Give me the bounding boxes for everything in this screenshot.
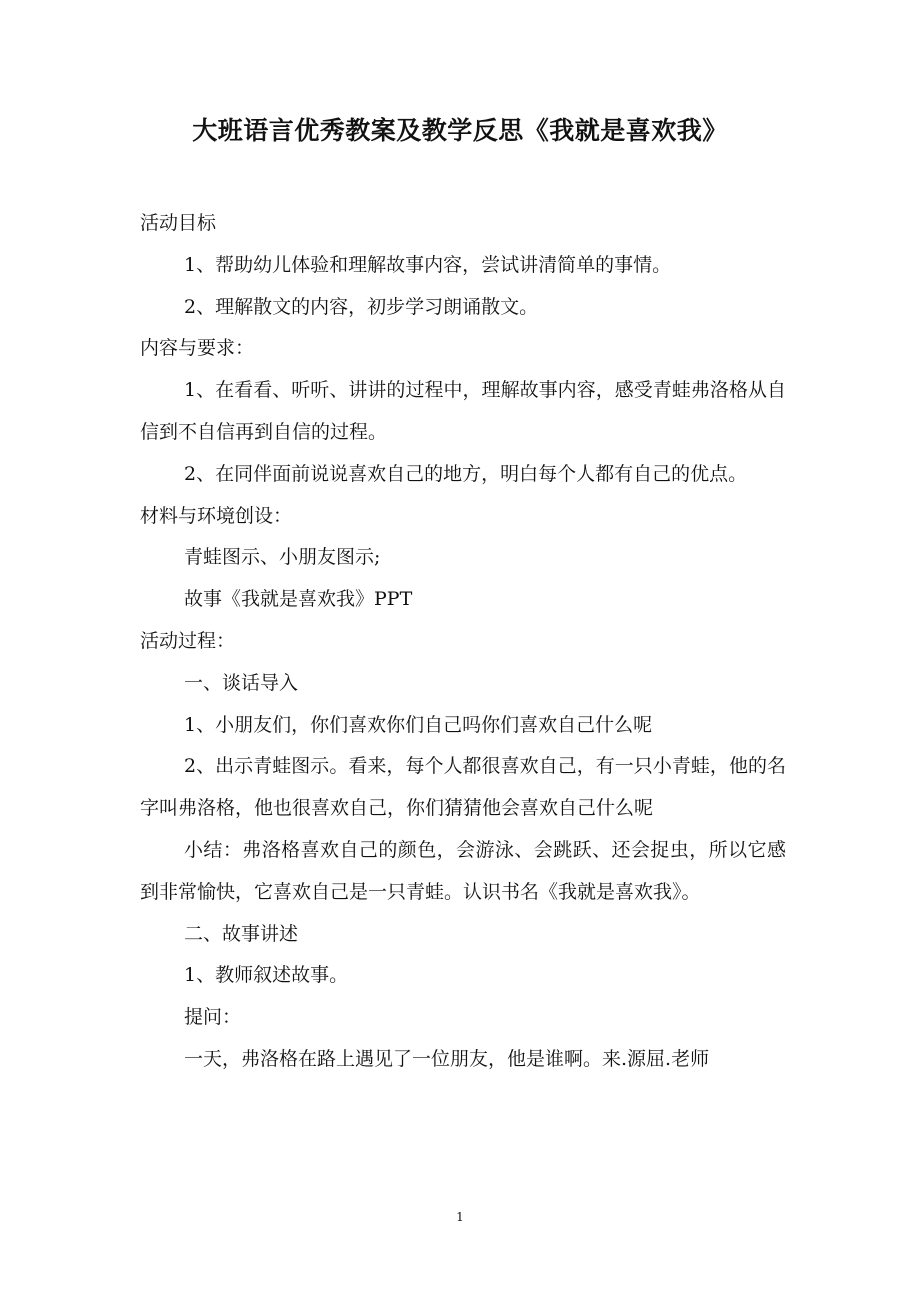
paragraph-10: 活动过程： bbox=[140, 629, 236, 652]
paragraph-17: 提问： bbox=[184, 1006, 242, 1029]
paragraph-4: 内容与要求： bbox=[140, 337, 255, 360]
paragraph-7: 材料与环境创设： bbox=[140, 504, 293, 527]
document-body bbox=[140, 203, 786, 1081]
document-title: 大班语言优秀教案及教学反思《我就是喜欢我》 bbox=[192, 116, 728, 145]
paragraph-1: 活动目标 bbox=[140, 212, 217, 234]
paragraph-3: 2、理解散文的内容，初步学习朗诵散文。 bbox=[184, 295, 539, 318]
paragraph-14: 小结：弗洛格喜欢自己的颜色，会游泳、会跳跃、还会捉虫，所以它感到非常愉快，它喜欢自己是一只青蛙。认识书名《我就是喜欢我》。 bbox=[140, 838, 786, 903]
paragraph-18: 一天，弗洛格在路上遇见了一位朋友，他是谁啊。来.源屈.老师 bbox=[184, 1047, 710, 1070]
paragraph-11: 一、谈话导入 bbox=[184, 671, 299, 694]
paragraph-2: 1、帮助幼儿体验和理解故事内容，尝试讲清简单的事情。 bbox=[184, 253, 672, 276]
paragraph-12: 1、小朋友们，你们喜欢你们自己吗你们喜欢自己什么呢 bbox=[184, 713, 653, 736]
paragraph-15: 二、故事讲述 bbox=[184, 922, 299, 945]
page-number: 1 bbox=[456, 1210, 464, 1224]
paragraph-8: 青蛙图示、小朋友图示; bbox=[184, 546, 381, 569]
paragraph-13: 2、出示青蛙图示。看来，每个人都很喜欢自己，有一只小青蛙，他的名字叫弗洛格，他也很喜欢自己，你们猜猜他会喜欢自己什么呢 bbox=[140, 755, 786, 820]
paragraph-16: 1、教师叙述故事。 bbox=[184, 964, 349, 987]
paragraph-5: 1、在看看、听听、讲讲的过程中，理解故事内容，感受青蛙弗洛格从自信到不自信再到自信的过程。 bbox=[140, 379, 786, 443]
paragraph-9: 故事《我就是喜欢我》PPT bbox=[184, 588, 413, 611]
paragraph-6: 2、在同伴面前说说喜欢自己的地方，明白每个人都有自己的优点。 bbox=[184, 462, 748, 485]
